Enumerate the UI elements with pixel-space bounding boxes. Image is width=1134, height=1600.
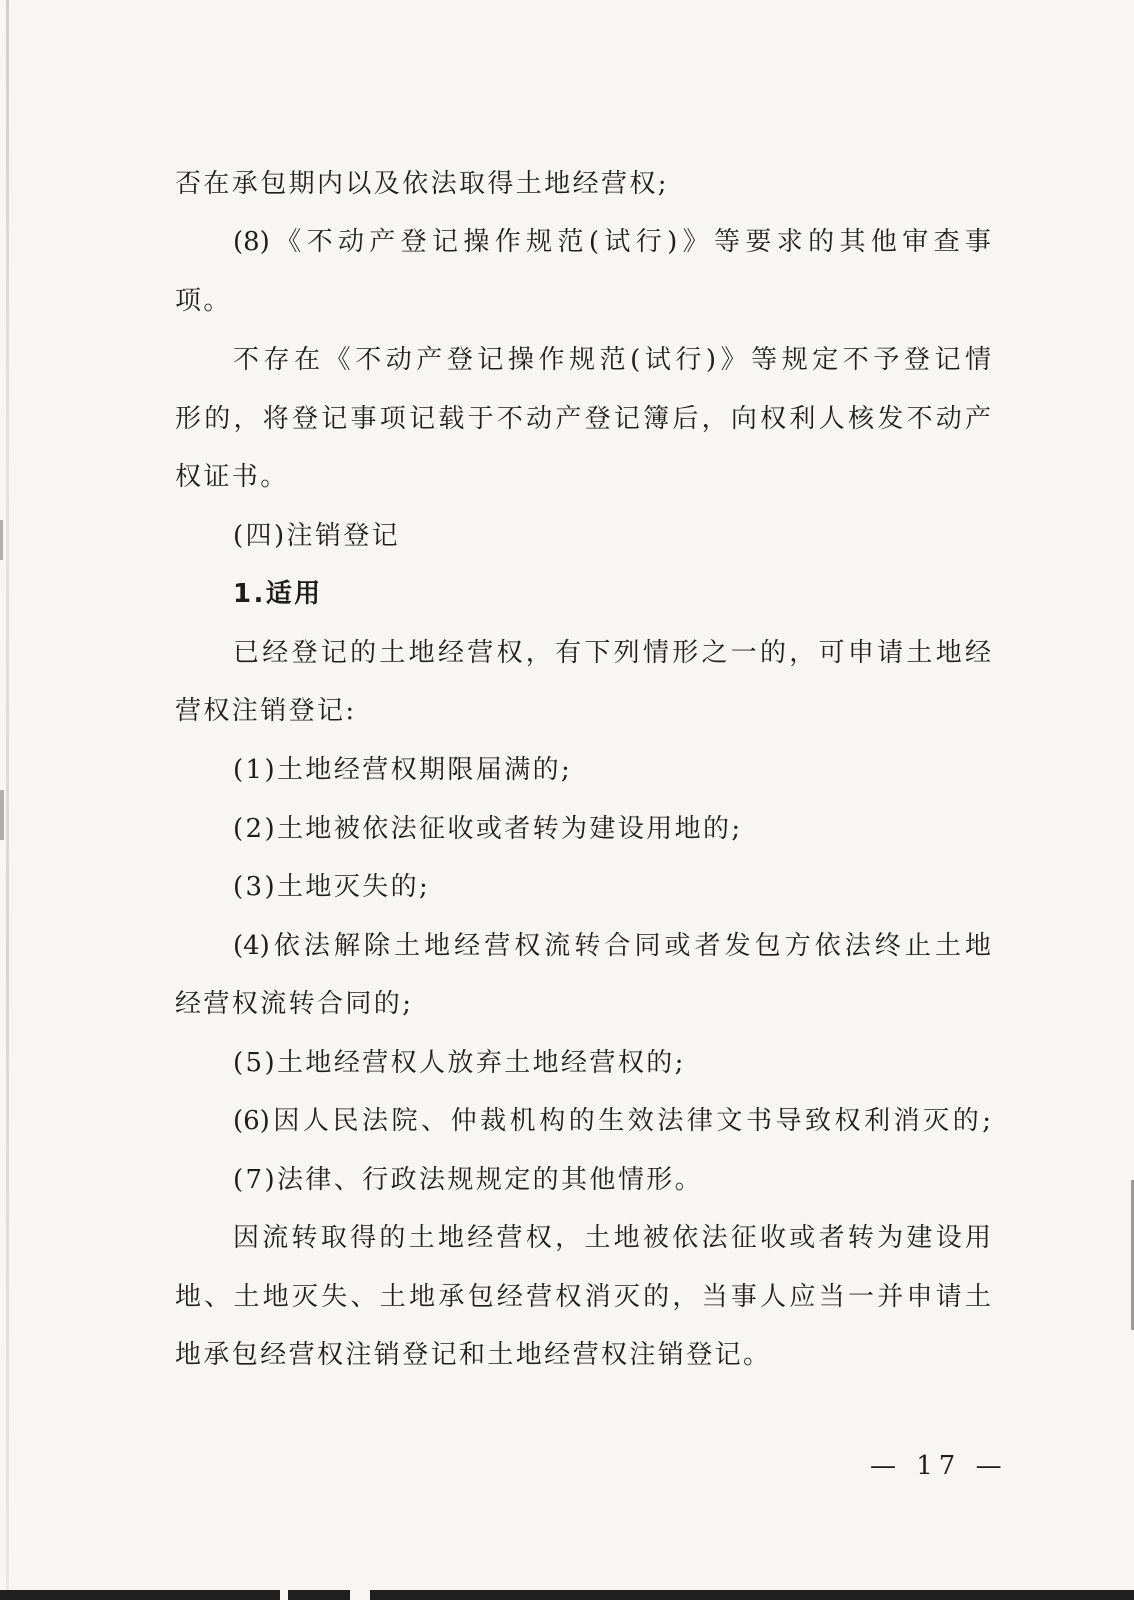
scan-left-edge	[6, 0, 9, 1600]
list-item: (1)土地经营权期限届满的;	[233, 755, 573, 785]
text-line: 已经登记的土地经营权，有下列情形之一的，可申请土地经	[233, 638, 991, 668]
text-line: 因流转取得的土地经营权，土地被依法征收或者转为建设用	[233, 1223, 991, 1253]
list-item: (6)因人民法院、仲裁机构的生效法律文书导致权利消灭的;	[233, 1106, 991, 1136]
scan-mark	[0, 790, 4, 840]
text-line: 营权注销登记:	[175, 696, 357, 726]
scan-mark	[0, 520, 3, 560]
text-line: 地承包经营权注销登记和土地经营权注销登记。	[175, 1340, 772, 1370]
text-line: (8)《不动产登记操作规范(试行)》等要求的其他审查事	[233, 227, 991, 257]
list-item: (5)土地经营权人放弃土地经营权的;	[233, 1048, 686, 1078]
text-line: 否在承包期内以及依法取得土地经营权;	[175, 169, 669, 199]
page-number: — 17 —	[870, 1451, 1008, 1481]
section-heading: (四)注销登记	[233, 521, 401, 551]
text-line: 权证书。	[175, 462, 289, 492]
list-item: (4)依法解除土地经营权流转合同或者发包方依法终止土地	[233, 931, 991, 961]
list-item: (2)土地被依法征收或者转为建设用地的;	[233, 814, 743, 844]
subsection-heading: 1.适用	[233, 579, 323, 609]
text-line: 项。	[175, 286, 232, 316]
list-item: (7)法律、行政法规规定的其他情形。	[233, 1165, 704, 1195]
text-line: 不存在《不动产登记操作规范(试行)》等规定不予登记情	[233, 345, 991, 375]
list-item: (3)土地灭失的;	[233, 872, 431, 902]
scan-bottom-bar	[0, 1590, 1134, 1600]
text-line: 经营权流转合同的;	[175, 989, 414, 1019]
text-line: 地、土地灭失、土地承包经营权消灭的，当事人应当一并申请土	[175, 1282, 991, 1312]
text-line: 形的，将登记事项记载于不动产登记簿后，向权利人核发不动产	[175, 404, 991, 434]
